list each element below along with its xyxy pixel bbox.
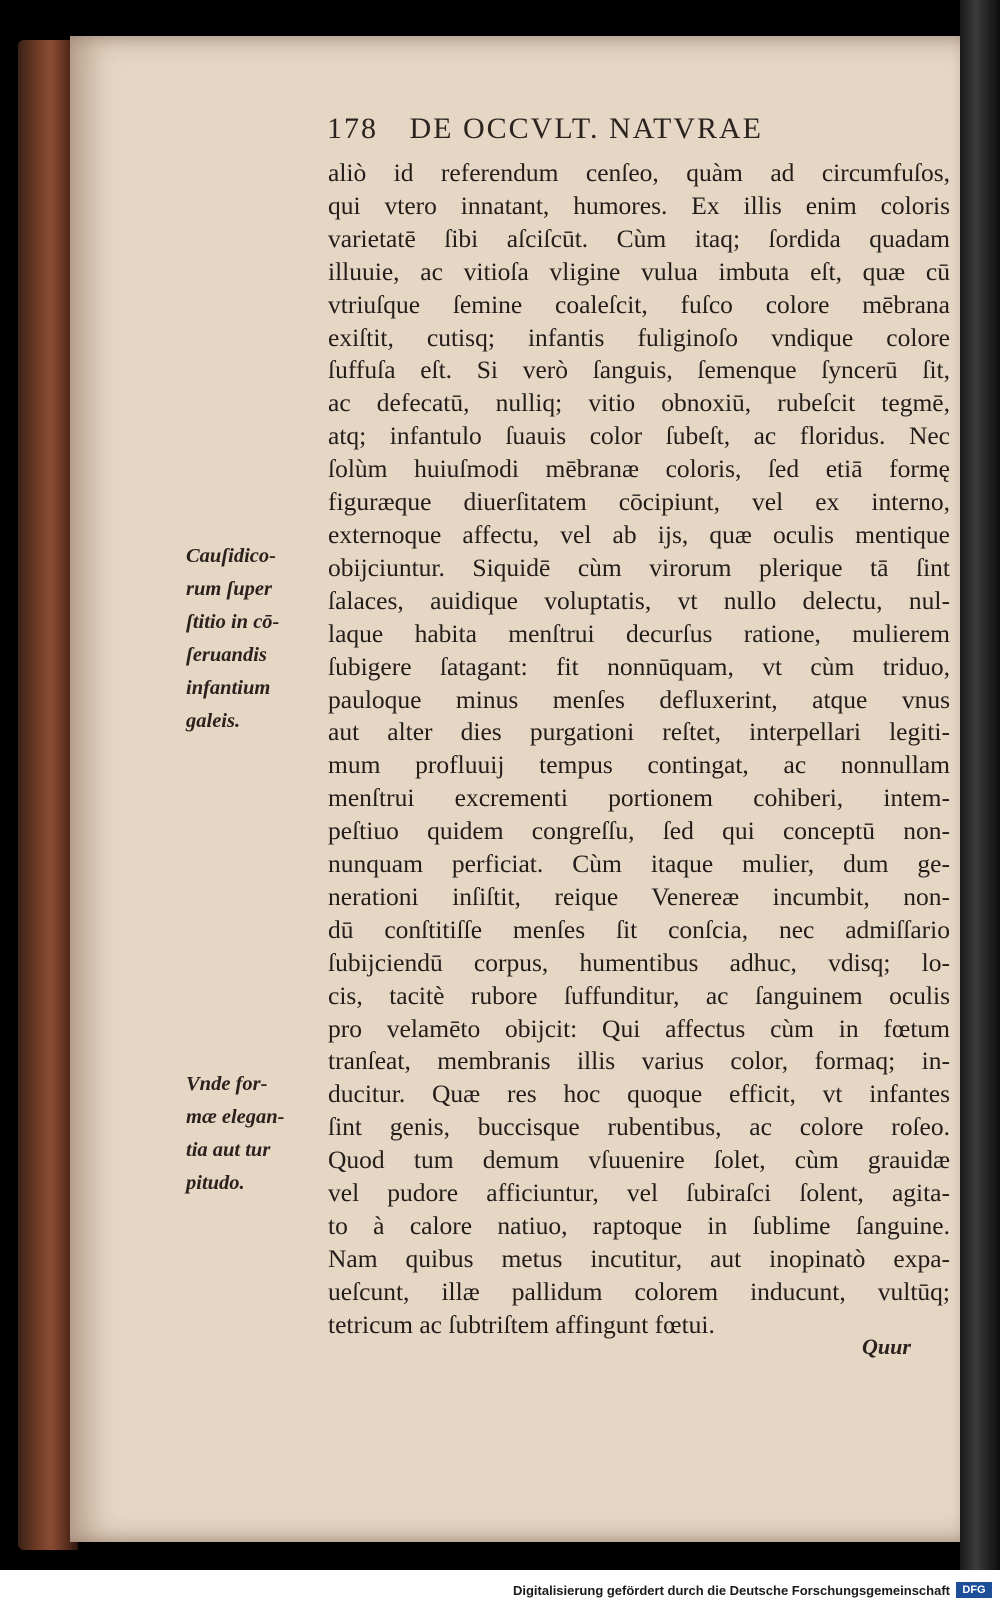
- text-line: dū conſtitiſſe menſes ſit conſcia, nec admiſſario: [328, 914, 950, 944]
- text-line: ac defecatū, nulliq; vitio obnoxiū, rubeſcit tegmē,: [328, 388, 950, 418]
- running-title: DE OCCVLT. NATVRAE: [409, 112, 764, 145]
- text-line: nunquam perficiat. Cùm itaque mulier, dum ge-: [328, 849, 950, 879]
- margin-note-line: ſtitio in cō-: [186, 611, 280, 633]
- text-line: ueſcunt, illæ pallidum colorem inducunt, vultūq;: [328, 1276, 950, 1306]
- margin-note-line: Vnde for-: [186, 1073, 268, 1095]
- text-line: atq; infantulo ſuauis color ſubeſt, ac floridus. Nec: [328, 421, 950, 451]
- margin-note-line: ſeruandis: [186, 644, 267, 666]
- text-line: ducitur. Quæ res hoc quoque efficit, vt infantes: [328, 1079, 950, 1109]
- text-line: ſolùm huiuſmodi mēbranæ coloris, ſed etiā formę: [328, 454, 950, 484]
- running-header: [327, 112, 887, 152]
- text-line: vel pudore afficiuntur, vel ſubiraſci ſolent, agita-: [328, 1178, 950, 1208]
- text-line: obijciuntur. Siquidē cùm virorum plerique tā ſint: [328, 552, 950, 582]
- text-line: aut alter dies purgationi reſtet, interpellari legiti-: [328, 717, 950, 747]
- main-text-block: [328, 157, 950, 1342]
- text-line: ſubigere ſatagant: fit nonnūquam, vt cùm triduo,: [328, 651, 950, 681]
- text-line: laque habita menſtrui decurſus ratione, mulierem: [328, 618, 950, 648]
- margin-note-line: pitudo.: [186, 1172, 245, 1194]
- margin-note-line: rum ſuper: [186, 578, 273, 600]
- text-line: illuuie, ac vitioſa vligine vulua imbuta eſt, quæ cū: [328, 256, 950, 286]
- text-line: mum profluuij tempus contingat, ac nonnullam: [328, 750, 950, 780]
- text-line: Quod tum demum vſuuenire ſolet, cùm grauidæ: [328, 1145, 950, 1175]
- text-line: qui vtero innatant, humores. Ex illis enim coloris: [328, 190, 950, 220]
- book-binding-edge: [18, 40, 78, 1550]
- text-line: ſalaces, auidique voluptatis, vt nullo delectu, nul-: [328, 585, 950, 615]
- text-line: pauloque minus menſes defluxerint, atque vnus: [328, 684, 950, 714]
- text-line: tetricum ac ſubtriſtem affingunt fœtui.: [328, 1309, 715, 1339]
- text-line: externoque affectu, vel ab ijs, quæ oculis mentique: [328, 519, 950, 549]
- page-right-shadow: [960, 0, 1000, 1570]
- text-line: pro velamēto obijcit: Qui affectus cùm in fœtum: [328, 1013, 950, 1043]
- margin-note-line: galeis.: [186, 710, 241, 732]
- text-line: aliò id referendum cenſeo, quàm ad circumfuſos,: [328, 158, 950, 187]
- funding-credit: Digitalisierung gefördert durch die Deutsche Forschungsgemeinschaft: [512, 1583, 950, 1598]
- text-line: menſtrui excrementi portionem cohiberi, intem-: [328, 783, 950, 813]
- dfg-logo[interactable]: DFG: [956, 1582, 992, 1598]
- text-line: figuræque diuerſitatem cōcipiunt, vel ex interno,: [328, 487, 950, 517]
- margin-note-line: infantium: [186, 677, 271, 699]
- text-line: Nam quibus metus incutitur, aut inopinatò expa-: [328, 1243, 950, 1273]
- catchword: Quur: [862, 1334, 911, 1359]
- text-line: vtriuſque ſemine coaleſcit, fuſco colore mēbrana: [328, 289, 950, 319]
- text-line: varietatē ſibi aſciſcūt. Cùm itaq; ſordida quadam: [328, 223, 950, 253]
- text-line: nerationi inſiſtit, reique Venereæ incumbit, non-: [328, 881, 950, 911]
- margin-note-line: Cauſidico-: [186, 545, 276, 567]
- text-line: exiſtit, cutisq; infantis fuliginoſo vndique colore: [328, 322, 950, 352]
- digitization-footer: [0, 1574, 1000, 1607]
- text-line: ſuffuſa eſt. Si verò ſanguis, ſemenque ſyncerū ſit,: [328, 355, 950, 385]
- page-number: 178: [327, 112, 378, 145]
- text-line: ſint genis, buccisque rubentibus, ac colore roſeo.: [328, 1112, 950, 1142]
- text-line: tranſeat, membranis illis varius color, formaq; in-: [328, 1046, 950, 1076]
- text-line: to à calore natiuo, raptoque in ſublime ſanguine.: [328, 1211, 950, 1240]
- margin-note-lawyers-superstition: [186, 540, 326, 738]
- margin-note-line: mæ elegan-: [186, 1106, 285, 1128]
- text-line: cis, tacitè rubore ſuffunditur, ac ſanguinem oculis: [328, 980, 950, 1010]
- text-line: peſtiuo quidem congreſſu, ſed qui conceptū non-: [328, 816, 950, 846]
- margin-note-beauty-ugliness: [186, 1068, 326, 1200]
- text-line: ſubijciendū corpus, humentibus adhuc, vdisq; lo-: [328, 947, 950, 977]
- margin-note-line: tia aut tur: [186, 1139, 271, 1161]
